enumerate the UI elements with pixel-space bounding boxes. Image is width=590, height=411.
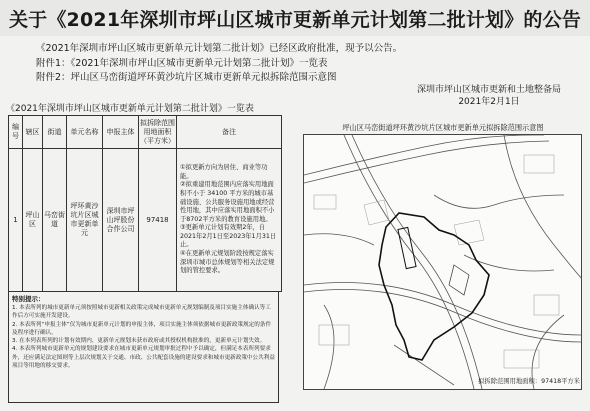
header-unit-name: 单元名称 (67, 116, 103, 149)
table-header-row (9, 116, 282, 149)
table-row (9, 149, 282, 292)
note-item: 4. 本表所列城市更新单元的规划建设要求在城市更新单元规划审批过程中予以确定，但满足本表所列要求外，还应满足法定图则等上层次规划关于交通、市政、公共配套设施的建设要求和城市更新政策中公共利益项目等用地的移交要求。 (12, 346, 275, 370)
intro-text (36, 42, 402, 86)
plan-table (8, 115, 282, 292)
header-remarks: 备注 (177, 116, 282, 149)
cell-applicant: 深圳市坪山坪股份合作公司 (103, 149, 139, 292)
demolition-boundary (379, 213, 489, 360)
intro-line-1: 《2021年深圳市坪山区城市更新单元计划第二批计划》已经区政府批准，现予以公告。 (36, 43, 403, 54)
remark-item: ④在更新单元规划阶段按规定落实深圳市城市总体规划等相关法定规划的管控要求。 (180, 250, 275, 275)
site-map-drawing (304, 135, 581, 389)
cell-district: 坪山区 (23, 149, 43, 292)
cell-no: 1 (9, 149, 23, 292)
table-title: 《2021年深圳市坪山区城市更新单元计划第二批计划》一览表 (6, 104, 254, 114)
remark-item: ②拟重建用地范围内应落实用地面积不小于 34100 平方米的城市基础设施、公共服务设施用地或经营性用地，其中应落实用地面积不小于8702平方米的教育设施用地。 (180, 181, 275, 223)
remark-item: ①拟更新方向为居住、商业等功能。 (180, 164, 268, 180)
page-title: 关于《2021年深圳市坪山区城市更新单元计划第二批计划》的公告 (8, 8, 582, 31)
header-no: 编号 (9, 116, 23, 149)
header-district: 辖区 (23, 116, 43, 149)
attachment-1: 附件1：《2021年深圳市坪山区城市更新单元计划第二批计划》一览表 (36, 57, 328, 69)
header-area: 拟拆除范围用地面积（平方米） (139, 116, 177, 149)
note-item: 2. 本表所列“申报主体”仅为城市更新单元计划的申报主体，项目实施主体须依据城市更新政策规定的条件及程序进行确认。 (12, 321, 272, 336)
cell-unit-name: 坪环黄沙坑片区城市更新单元 (67, 149, 103, 292)
special-notes (8, 292, 279, 403)
map-caption: 拟拆除范围用地面积：97418平方米 (478, 378, 580, 385)
note-item: 1. 本表所列的城市更新单元须按照城市更新相关政策完成城市更新单元规划编制及项目实施主体确认等工作后方可实施开发建设。 (12, 305, 271, 320)
issuer-org: 深圳市坪山区城市更新和土地整备局 (416, 85, 561, 95)
cell-street: 马峦街道 (43, 149, 67, 292)
notes-title: 特别提示： (12, 295, 45, 303)
title-banner (0, 0, 590, 36)
cell-area: 97418 (139, 149, 177, 292)
note-item: 3. 在本列表所列的计划有效期内，更新单元规划未获市政府或其授权机构批准的，更新单元计划失效。 (12, 338, 266, 345)
header-street: 街道 (43, 116, 67, 149)
remark-item: ③更新单元计划有效期2年，自2021年2月1日至2023年1月31日止。 (180, 224, 277, 249)
attachment-2: 附件2：坪山区马峦街道坪环黄沙坑片区城市更新单元拟拆除范围示意图 (36, 72, 337, 83)
header-applicant: 申报主体 (103, 116, 139, 149)
map-title: 坪山区马峦街道坪环黄沙坑片区城市更新单元拟拆除范围示意图 (342, 123, 544, 132)
issue-date: 2021年2月1日 (458, 97, 520, 107)
site-map (303, 134, 582, 390)
cell-remarks (177, 149, 282, 292)
issuer-block (394, 84, 584, 108)
